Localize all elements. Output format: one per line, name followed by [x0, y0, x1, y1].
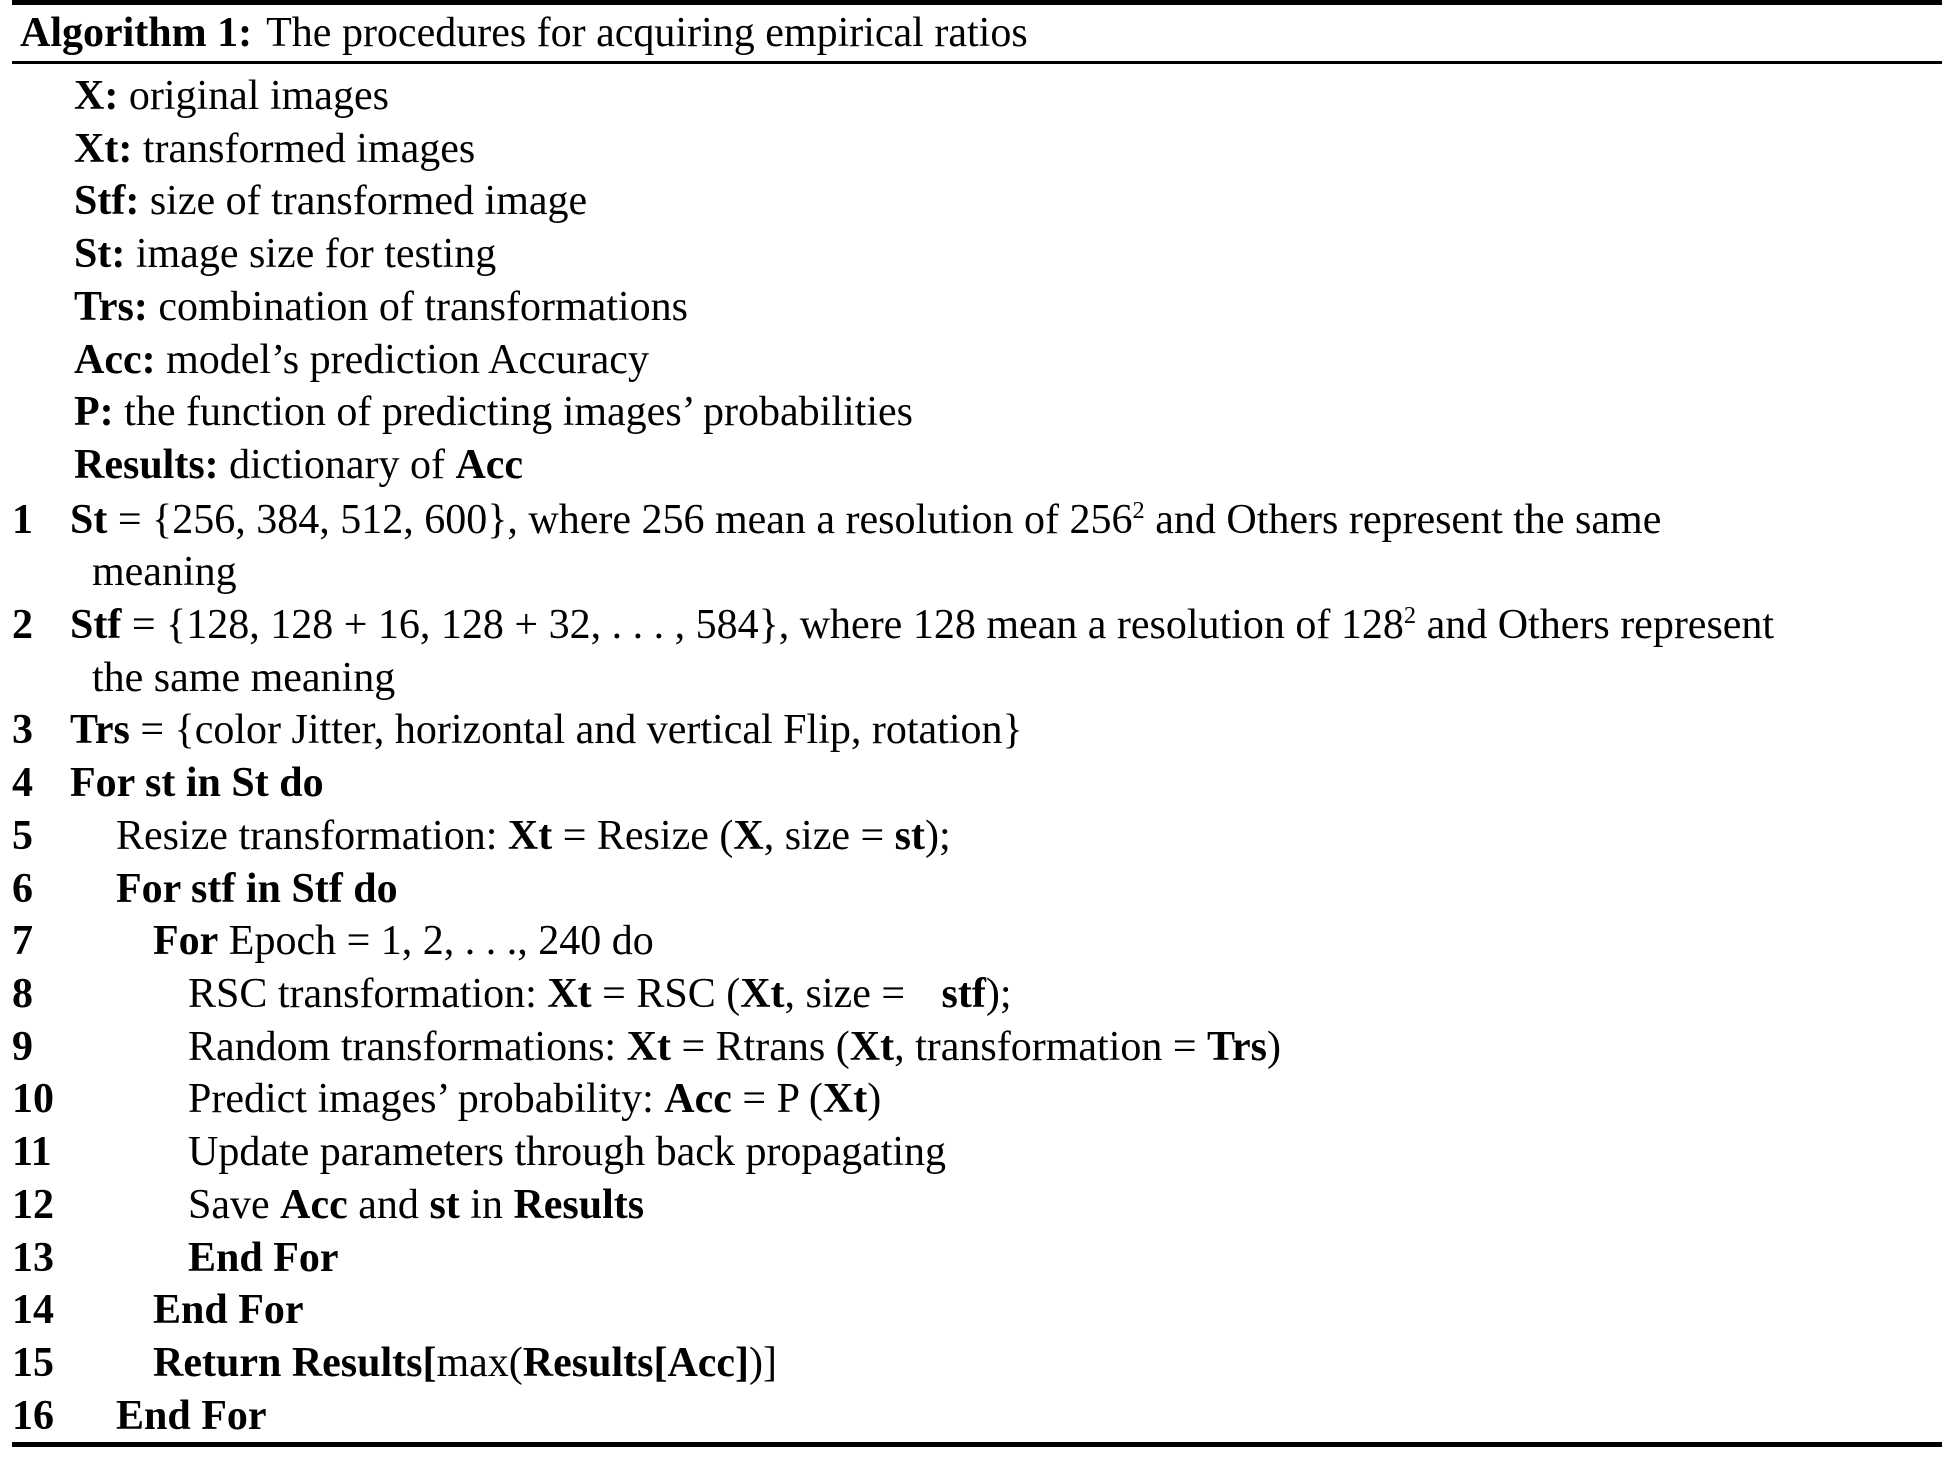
step-token: Xt [547, 970, 592, 1017]
step-number: 7 [12, 918, 33, 965]
step-text: Predict images’ probability: [188, 1076, 665, 1123]
step-number: 13 [12, 1234, 54, 1281]
algorithm-step [12, 1390, 1942, 1443]
declaration-row [12, 386, 1942, 439]
step-token: Xt [849, 1023, 895, 1070]
declaration-name: Acc: [74, 336, 156, 383]
declaration-name: X: [74, 73, 119, 120]
algorithm-step [12, 810, 1942, 863]
step-content [48, 1337, 1942, 1390]
step-text: = {256, 384, 512, 600}, where 256 mean a resolution of 256 [107, 496, 1133, 543]
step-content [48, 1390, 1942, 1443]
step-number: 2 [12, 602, 33, 649]
step-line [70, 599, 1942, 652]
step-content: Update parameters through back propagating [188, 1129, 947, 1176]
declaration-desc: image size for testing [135, 231, 497, 278]
step-content [48, 599, 1942, 704]
algorithm-step [12, 863, 1942, 916]
step-number: 3 [12, 707, 33, 754]
step-line-continuation: meaning [92, 549, 237, 596]
algorithm-step [12, 915, 1942, 968]
step-token: Return Results[ [153, 1339, 437, 1386]
declaration-row [12, 281, 1942, 334]
step-text: = RSC ( [591, 970, 741, 1017]
step-number: 14 [12, 1287, 54, 1334]
step-content [48, 704, 1942, 757]
step-token: Xt [507, 812, 553, 859]
algorithm-steps [12, 492, 1942, 1443]
declaration-name: Results: [74, 441, 219, 488]
step-token: St [70, 496, 108, 543]
step-text: ) [867, 1076, 882, 1123]
step-token: Xt [740, 970, 785, 1017]
step-content [48, 1179, 1942, 1232]
step-token: Xt [822, 1076, 868, 1123]
step-content [48, 968, 1942, 1021]
declaration-desc-bold-tail: Acc [455, 441, 524, 488]
declaration-row [12, 439, 1942, 492]
step-text: RSC transformation: [188, 970, 548, 1017]
step-token: For [153, 918, 219, 965]
step-content [48, 915, 1942, 968]
step-number: 10 [12, 1076, 54, 1123]
step-text: , size = [763, 812, 895, 859]
step-text: and [347, 1181, 430, 1228]
step-text: End For [188, 1234, 339, 1281]
step-text: and Others represent the same [1144, 496, 1662, 543]
step-number: 6 [12, 865, 33, 912]
algorithm-step [12, 968, 1942, 1021]
step-text: ); [985, 970, 1012, 1017]
algorithm-step [12, 1337, 1942, 1390]
step-content [48, 757, 1942, 810]
step-number: 8 [12, 970, 33, 1017]
step-line-continuation: the same meaning [92, 654, 396, 701]
declaration-desc: model’s prediction Accuracy [166, 336, 649, 383]
step-token: Acc [664, 1076, 732, 1123]
step-number: 5 [12, 812, 33, 859]
step-token: st [894, 812, 926, 859]
declaration-desc: the function of predicting images’ probabilities [124, 389, 913, 436]
step-token: X [733, 812, 764, 859]
declaration-name: Xt: [74, 125, 133, 172]
step-text: , transformation = [894, 1023, 1208, 1070]
step-number: 15 [12, 1339, 54, 1386]
algorithm-step [12, 1021, 1942, 1074]
step-content [48, 1284, 1942, 1337]
step-text: End For [153, 1287, 304, 1334]
step-content [48, 1021, 1942, 1074]
algorithm-caption-label: Algorithm 1: [20, 10, 253, 56]
step-token: Xt [626, 1023, 671, 1070]
step-content [48, 863, 1942, 916]
step-text: Save [188, 1181, 281, 1228]
declaration-row [12, 228, 1942, 281]
step-text: Epoch = 1, 2, . . ., 240 do [218, 918, 654, 965]
declaration-desc: original images [128, 73, 389, 120]
step-token: Results [513, 1181, 645, 1228]
declaration-name: Stf: [74, 178, 140, 225]
algorithm-caption-text: The procedures for acquiring empirical ratios [266, 10, 1028, 56]
step-number: 16 [12, 1392, 54, 1439]
step-text: = Resize ( [552, 812, 734, 859]
declaration-name: P: [74, 389, 114, 436]
algorithm-step [12, 494, 1942, 599]
step-text: ) [1266, 1023, 1281, 1070]
step-number: 1 [12, 496, 33, 543]
algorithm-block [12, 0, 1942, 1447]
step-content [48, 1232, 1942, 1285]
algorithm-step [12, 757, 1942, 810]
step-token: Acc [280, 1181, 348, 1228]
algorithm-step [12, 1126, 1942, 1179]
step-text: = {color Jitter, horizontal and vertical Flip, rotation} [129, 707, 1023, 754]
declaration-row [12, 123, 1942, 176]
algorithm-step [12, 1073, 1942, 1126]
declaration-name: Trs: [74, 283, 148, 330]
step-token: Trs [1207, 1023, 1267, 1070]
declaration-desc: size of transformed image [149, 178, 588, 225]
step-token: Trs [70, 707, 130, 754]
step-content [48, 1073, 1942, 1126]
step-token: Results[Acc] [522, 1339, 750, 1386]
step-number: 4 [12, 760, 33, 807]
step-text: Random transformations: [188, 1023, 627, 1070]
declaration-row [12, 175, 1942, 228]
step-text: For st in St do [70, 760, 324, 807]
declaration-row [12, 334, 1942, 387]
algorithm-bottom-rule [12, 1442, 1942, 1447]
algorithm-step [12, 1179, 1942, 1232]
step-text: = {128, 128 + 16, 128 + 32, . . . , 584}, where 128 mean a resolution of 128 [121, 602, 1404, 649]
step-text: = Rtrans ( [670, 1023, 850, 1070]
step-text: End For [116, 1392, 267, 1439]
step-content [48, 810, 1942, 863]
step-text: and Others represent [1416, 602, 1775, 649]
step-superscript: 2 [1403, 602, 1417, 630]
step-token: stf [941, 970, 986, 1017]
step-token: Stf [70, 602, 122, 649]
step-text: max( [436, 1339, 523, 1386]
declaration-desc: dictionary of [229, 441, 456, 488]
step-token: st [429, 1181, 460, 1228]
step-number: 9 [12, 1023, 33, 1070]
step-text: )] [749, 1339, 778, 1386]
declaration-desc: combination of transformations [158, 283, 688, 330]
step-text: = P ( [731, 1076, 823, 1123]
step-text: , size = [784, 970, 916, 1017]
algorithm-step [12, 599, 1942, 704]
declaration-name: St: [74, 231, 126, 278]
algorithm-step [12, 704, 1942, 757]
declaration-desc: transformed images [142, 125, 476, 172]
step-number: 11 [12, 1129, 52, 1176]
step-text: For stf in Stf do [116, 865, 398, 912]
declaration-row [12, 70, 1942, 123]
step-text: Resize transformation: [116, 812, 508, 859]
step-text: ); [925, 812, 951, 859]
step-number: 12 [12, 1181, 54, 1228]
algorithm-caption [12, 5, 1942, 61]
step-content [48, 494, 1942, 599]
step-text: in [459, 1181, 514, 1228]
step-line [70, 494, 1942, 547]
algorithm-step [12, 1232, 1942, 1285]
algorithm-declarations [12, 64, 1942, 492]
algorithm-step [12, 1284, 1942, 1337]
step-superscript: 2 [1132, 496, 1145, 524]
